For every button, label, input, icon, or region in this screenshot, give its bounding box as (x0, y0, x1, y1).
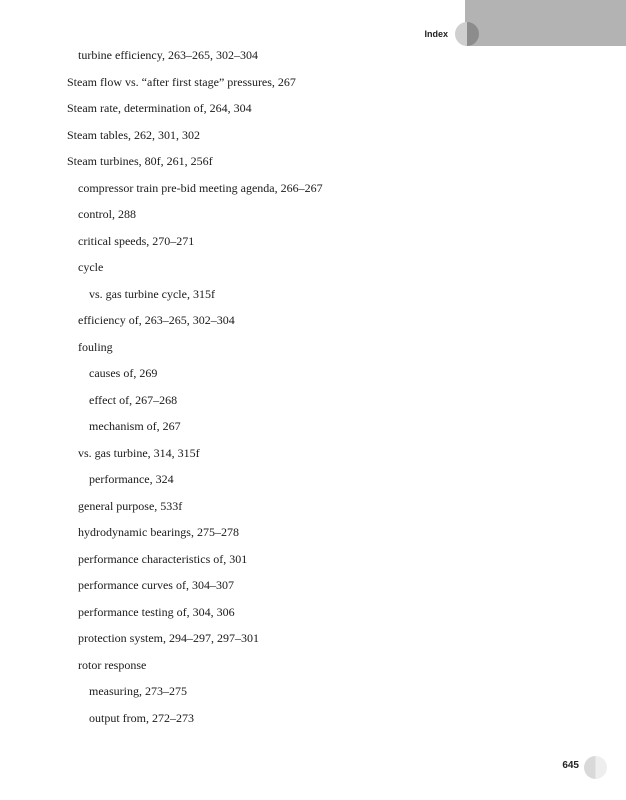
header-tab-circle (455, 22, 479, 46)
index-entry-text: vs. gas turbine cycle, 315f (89, 286, 215, 301)
index-entry-text: efficiency of, 263–265, 302–304 (78, 313, 235, 327)
page-number: 645 (562, 760, 579, 771)
index-entry-text: performance, 324 (89, 472, 174, 486)
index-entry-text: cycle (78, 260, 104, 274)
index-entry-text: measuring, 273–275 (89, 684, 187, 698)
index-entry-text: effect of, 267–268 (89, 392, 178, 407)
index-entry-text: Steam rate, determination of, 264, 304 (67, 101, 252, 115)
index-entry-text: Steam turbines, 80f, 261, 256f (67, 154, 213, 168)
running-head: Index (424, 29, 448, 39)
index-entry-text: performance characteristics of, 301 (78, 551, 248, 566)
index-entry-text: performance testing of, 304, 306 (78, 604, 235, 619)
index-entry-text: Steam tables, 262, 301, 302 (67, 127, 200, 142)
index-entry-text: control, 288 (78, 207, 136, 221)
index-entry-text: general purpose, 533f (78, 498, 183, 513)
index-entry-text: compressor train pre-bid meeting agenda, 266–267 (78, 180, 323, 195)
header-tab-block (465, 0, 626, 46)
index-entry-text: rotor response (78, 657, 147, 672)
index-entry-text: hydrodynamic bearings, 275–278 (78, 525, 239, 539)
index-entry-text: critical speeds, 270–271 (78, 233, 195, 248)
index-entry-text: output from, 272–273 (89, 710, 194, 725)
page-number-circle (584, 756, 607, 779)
index-entry-text: turbine efficiency, 263–265, 302–304 (78, 48, 258, 62)
index-entry-text: Steam flow vs. “after first stage” pressures, 267 (67, 74, 296, 89)
index-entry-text: fouling (78, 339, 113, 354)
index-entry-text: causes of, 269 (89, 366, 158, 380)
index-entry-text: performance curves of, 304–307 (78, 578, 234, 592)
index-entry-text: mechanism of, 267 (89, 419, 181, 433)
index-entry-text: vs. gas turbine, 314, 315f (78, 445, 200, 460)
index-entry-text: protection system, 294–297, 297–301 (78, 631, 259, 645)
